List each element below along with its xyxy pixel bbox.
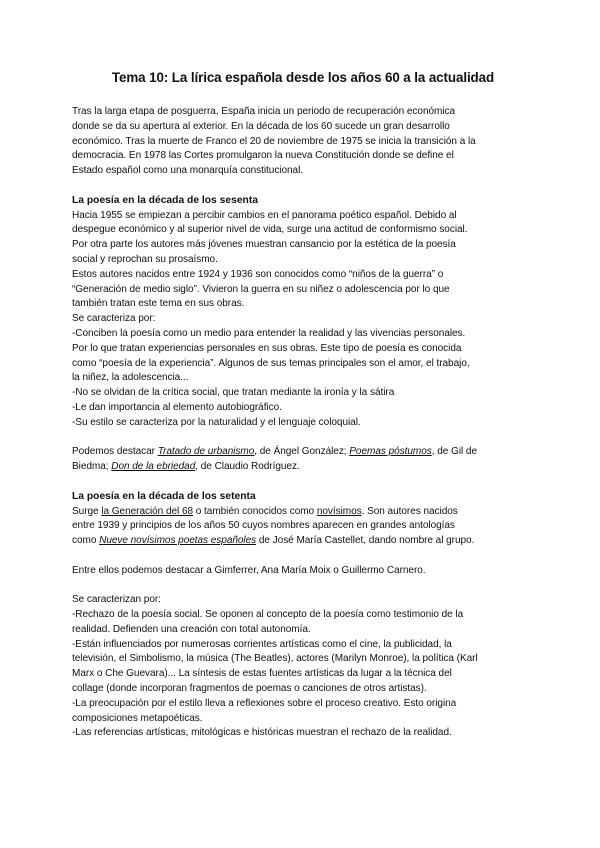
page-title: Tema 10: La lírica española desde los años 60 a la actualidad	[111, 70, 495, 85]
text-line: -Rechazo de la poesía social. Se oponen al concepto de la poesía como testimonio de la	[72, 609, 464, 621]
text-line	[72, 534, 534, 549]
work-link[interactable]: Don de la ebriedad	[111, 461, 196, 473]
text-span: como	[72, 535, 100, 547]
featured-works-line	[72, 460, 534, 475]
text-line: televisión, el Simbolismo, la música (The Beatles), actores (Marilyn Monroe), la política (Karl	[72, 653, 478, 665]
anthology-link[interactable]: Nueve novísimos poetas españoles	[99, 535, 257, 547]
text-line: “Generación de medio siglo”. Vivieron la guerra en su niñez o adolescencia por lo que	[72, 283, 450, 295]
text-line: entre 1939 y principios de los años 50 cuyos nombres aparecen en grandes antologías	[72, 520, 455, 532]
text-line: Tras la larga etapa de posguerra, España inicia un periodo de recuperación económica	[72, 106, 456, 117]
text-line: -No se olvidan de la crítica social, que tratan mediante la ironía y la sátira	[72, 387, 395, 399]
section-heading: La poesía en la década de los setenta	[72, 490, 256, 502]
text-span: , de Claudio Rodríguez.	[195, 461, 300, 473]
text-line: collage (donde incorporan fragmentos de poemas o canciones de otros artistas).	[72, 683, 427, 695]
text-line: Estos autores nacidos entre 1924 y 1936 son conocidos como “niños de la guerra” o	[72, 268, 444, 280]
text-line: -Conciben la poesía como un medio para entender la realidad y las vivencias personales.	[72, 327, 466, 339]
text-line: democracia. En 1978 las Cortes promulgaron la nueva Constitución donde se define el	[72, 150, 454, 162]
text-line: Se caracteriza por:	[72, 313, 156, 325]
text-span: , de Gil de	[431, 446, 477, 458]
work-link[interactable]: Poemas póstumos	[349, 446, 432, 458]
text-line: realidad. Defienden una creación con total autonomía.	[72, 623, 311, 635]
text-span: Podemos destacar	[72, 446, 158, 458]
text-line: -Le dan importancia al elemento autobiográfico.	[72, 401, 282, 413]
text-span: Biedma;	[72, 461, 112, 473]
text-line: económico. Tras la muerte de Franco el 20 de noviembre de 1975 se inicia la transición a la	[72, 135, 476, 147]
section-seventies	[72, 490, 534, 742]
text-line: -Las referencias artísticas, mitológicas e históricas muestran el rechazo de la realidad.	[72, 727, 452, 739]
text-line: composiciones metapoéticas.	[72, 712, 203, 724]
work-link[interactable]: Tratado de urbanismo	[157, 446, 255, 458]
text-span: , de Ángel González;	[254, 446, 350, 458]
text-line: donde se da su apertura al exterior. En la década de los 60 sucede un gran desarrollo	[72, 120, 450, 132]
generation-link[interactable]: la Generación del 68	[101, 505, 194, 517]
section-sixties	[72, 194, 534, 475]
text-line: social y reprochan su prosaísmo.	[72, 253, 218, 265]
text-line: también tratan este tema en sus obras.	[72, 298, 245, 310]
text-span: de José María Castellet, dando nombre al grupo.	[256, 535, 475, 547]
text-line: Se caracterizan por:	[72, 594, 161, 606]
text-line	[72, 505, 534, 520]
text-line: la niñez, la adolescencia...	[72, 372, 189, 384]
text-span: Surge	[72, 505, 102, 517]
text-line: Marx o Che Guevara)... La síntesis de estas fuentes artísticas da lugar a la técnica del	[72, 668, 452, 680]
text-line: como “poesía de la experiencia”. Algunos de sus temas principales son el amor, el trabajo,	[72, 357, 470, 369]
text-line: Entre ellos podemos destacar a Gimferrer, Ana María Moix o Guillermo Carnero.	[72, 564, 426, 576]
document-page	[72, 70, 534, 741]
text-line: Estado español como una monarquía constitucional.	[72, 165, 304, 177]
featured-works-line	[72, 445, 534, 460]
text-line: Por lo que tratan experiencias personales en sus obras. Este tipo de poesía es conocida	[72, 342, 462, 354]
text-line: -La preocupación por el estilo lleva a reflexiones sobre el proceso creativo. Esto origina	[72, 697, 457, 709]
section-heading: La poesía en la década de los sesenta	[72, 194, 258, 206]
intro-paragraph	[72, 105, 534, 179]
text-line: Hacia 1955 se empiezan a percibir cambios en el panorama poético español. Debido al	[72, 209, 457, 221]
text-line: -Su estilo se caracteriza por la naturalidad y el lenguaje coloquial.	[72, 416, 361, 428]
novisimos-link[interactable]: novísimos	[316, 505, 362, 517]
text-span: . Son autores nacidos	[361, 505, 458, 517]
text-line: Por otra parte los autores más jóvenes muestran cansancio por la estética de la poesía	[72, 239, 456, 251]
text-line: -Están influenciados por numerosas corrientes artísticas como el cine, la publicidad, la	[72, 638, 452, 650]
text-span: o también conocidos como	[193, 505, 317, 517]
text-line: despegue económico y al superior nivel de vida, surge una actitud de conformismo social.	[72, 224, 468, 236]
